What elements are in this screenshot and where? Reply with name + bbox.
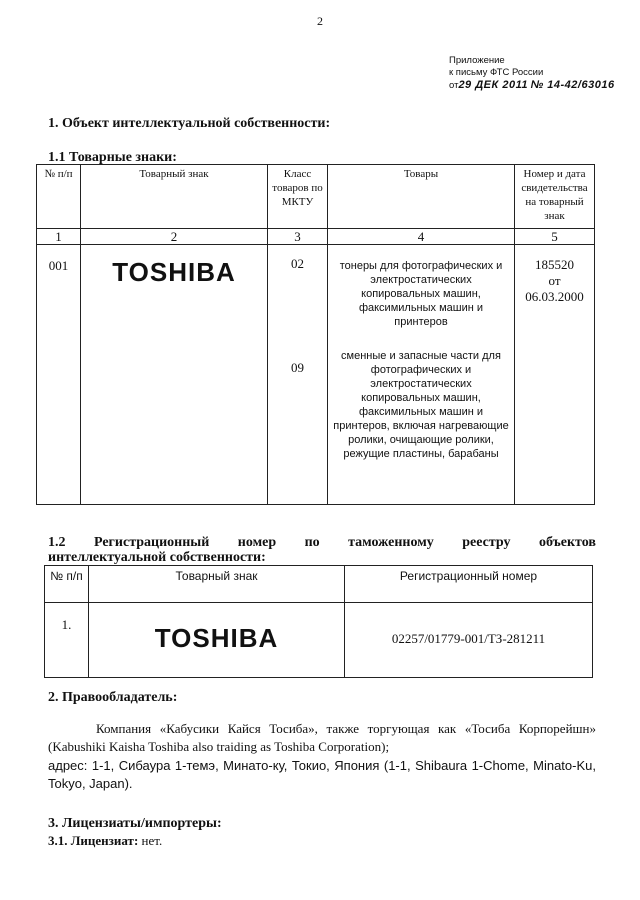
certificate-from: от bbox=[548, 273, 561, 288]
col-number: 4 bbox=[328, 229, 515, 245]
header-cell: Товары bbox=[328, 165, 515, 229]
licensee-value: нет. bbox=[141, 833, 163, 848]
goods-class-02: тонеры для фотографических и электростатических копировальных машин, факсимильных машин и принтеров bbox=[339, 260, 503, 328]
col-number: 2 bbox=[81, 229, 268, 245]
annex-line-2: к письму ФТС России bbox=[449, 67, 544, 78]
toshiba-logo: TOSHIBA bbox=[112, 257, 236, 287]
section-1-2-title bbox=[48, 535, 596, 551]
table-header-row bbox=[45, 566, 593, 603]
section-2-title: 2. Правообладатель: bbox=[48, 690, 178, 705]
col-number: 1 bbox=[37, 229, 81, 245]
table-header-row bbox=[37, 165, 595, 229]
section-1-title: 1. Объект интеллектуальной собственности: bbox=[48, 116, 331, 131]
header-cell: № п/п bbox=[37, 165, 81, 229]
row-number: 1. bbox=[45, 603, 89, 678]
row-number: 001 bbox=[37, 245, 81, 505]
column-number-row bbox=[37, 229, 595, 245]
title-word: номер bbox=[237, 535, 277, 550]
certificate-number: 185520 bbox=[535, 257, 574, 272]
header-cell: Класс товаров по МКТУ bbox=[268, 165, 328, 229]
header-cell: Товарный знак bbox=[89, 566, 345, 603]
title-word: Регистрационный bbox=[93, 535, 210, 550]
header-cell: Товарный знак bbox=[81, 165, 268, 229]
annex-date: 29 ДЕК 2011 bbox=[458, 79, 528, 91]
header-cell: Номер и дата свидетельства на товарный знак bbox=[515, 165, 595, 229]
section-3-1 bbox=[48, 833, 162, 849]
class-09: 09 bbox=[291, 360, 304, 375]
title-word: объектов bbox=[538, 535, 596, 550]
mktu-classes bbox=[268, 245, 328, 505]
goods-class-09: сменные и запасные части для фотографических и электростатических копировальных машин, факсимильных машин и принтеров, включая нагревающие ролики, очищающие ролики, режущие пластины, барабаны bbox=[333, 350, 509, 460]
section-1-2-number: 1.2 bbox=[48, 535, 66, 550]
certificate bbox=[515, 245, 595, 505]
table-row bbox=[45, 603, 593, 678]
title-word: реестру bbox=[462, 535, 511, 550]
trademarks-table bbox=[36, 164, 595, 505]
certificate-date: 06.03.2000 bbox=[525, 289, 584, 304]
right-holder-address: адрес: 1-1, Сибаура 1-темэ, Минато-ку, Токио, Япония (1-1, Shibaura 1-Chome, Minato-Ku, Tokyo, Japan). bbox=[48, 758, 596, 791]
section-1-2-title-line-2: интеллектуальной собственности: bbox=[48, 550, 266, 565]
annex-line-1: Приложение bbox=[449, 55, 505, 66]
annex-note bbox=[449, 55, 615, 92]
col-number: 5 bbox=[515, 229, 595, 245]
section-3-title: 3. Лицензиаты/импортеры: bbox=[48, 816, 222, 831]
header-cell: Регистрационный номер bbox=[345, 566, 593, 603]
goods-list bbox=[328, 245, 515, 505]
page-number: 2 bbox=[317, 14, 323, 28]
col-number: 3 bbox=[268, 229, 328, 245]
registration-number: 02257/01779-001/ТЗ-281211 bbox=[345, 603, 593, 678]
class-02: 02 bbox=[291, 256, 304, 271]
section-1-1-title: 1.1 Товарные знаки: bbox=[48, 150, 177, 165]
toshiba-logo: TOSHIBA bbox=[154, 623, 279, 653]
licensee-label: 3.1. Лицензиат: bbox=[48, 833, 139, 848]
table-row bbox=[37, 245, 595, 505]
title-word: таможенному bbox=[348, 535, 434, 550]
header-cell: № п/п bbox=[45, 566, 89, 603]
annex-number: № 14-42/63016 bbox=[530, 79, 615, 91]
annex-prefix: от bbox=[449, 80, 459, 91]
title-word: по bbox=[304, 535, 320, 550]
customs-register-table bbox=[44, 565, 593, 678]
right-holder-text: Компания «Кабусики Кайся Тосиба», также торгующая как «Тосиба Корпорейшн» (Kabushiki Kaisha Toshiba also traiding as Toshiba Corporation); bbox=[48, 721, 596, 754]
annex-line-3 bbox=[449, 79, 615, 92]
